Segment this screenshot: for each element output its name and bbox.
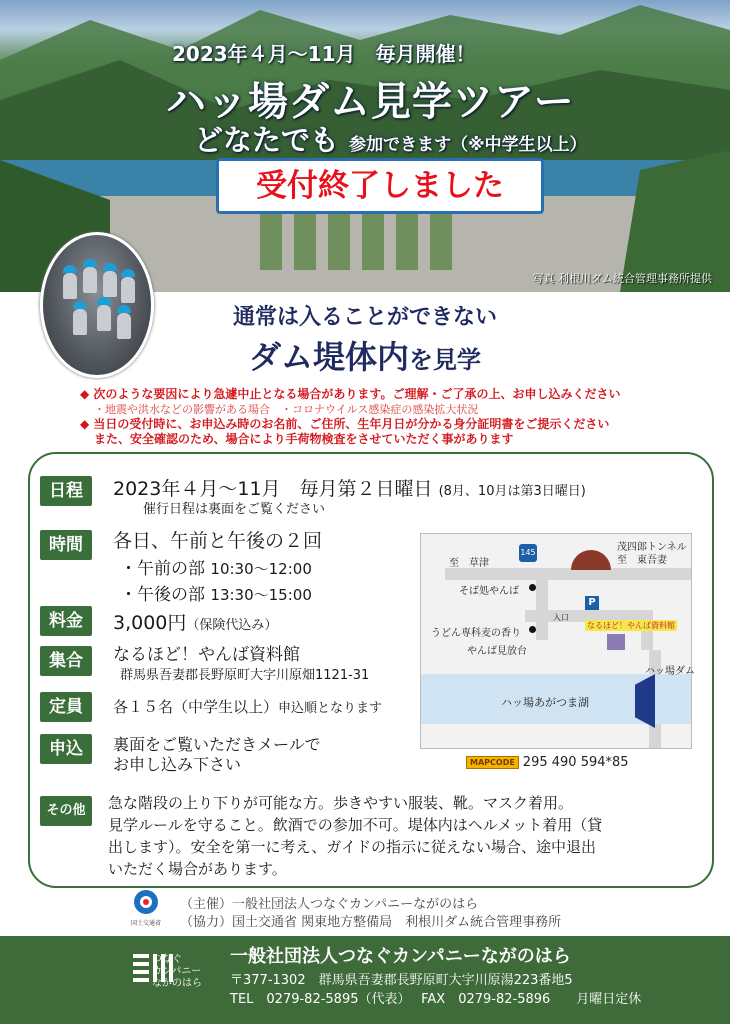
eligibility: どなたでも 参加できます（※中学生以上） (194, 123, 587, 157)
route-sign: 145 (519, 544, 537, 562)
am-session: ・午前の部 10:30～12:00 (120, 559, 312, 579)
time-label: 時間 (40, 530, 92, 560)
fee-value: 3,000円（保険代込み） (113, 612, 278, 634)
access-map (420, 533, 695, 749)
other-line4: いただく場合があります。 (108, 860, 287, 878)
meeting-label: 集合 (40, 646, 92, 676)
map-to-kusatsu: 至 草津 (449, 558, 489, 569)
apply-label: 申込 (40, 734, 92, 764)
map-udon: うどん専科麦の香り (431, 628, 521, 639)
map-dam: ハッ場ダム (645, 666, 695, 677)
map-entrance: 入口 (553, 613, 569, 622)
fee-label: 料金 (40, 606, 92, 636)
soba-marker (529, 584, 536, 591)
sponsor: （主催）一般社団法人つなぐカンパニーながのはら (180, 897, 479, 912)
map-to-higashiagatsuma: 至 東吾妻 (617, 555, 667, 566)
map-soba: そば処やんば (459, 586, 519, 597)
meeting-place: なるほど！やんば資料館 (113, 645, 300, 665)
date-sub: 催行日程は裏面をご覧ください (143, 502, 326, 517)
notice-cancellation-reasons: ・地震や洪水などの影響がある場合 ・コロナウイルス感染症の感染拡大状況 (94, 403, 479, 416)
tunnel-icon (571, 550, 611, 570)
heading-subtitle: 通常は入ることができない (232, 305, 497, 330)
closed-notice: 受付終了しました (216, 158, 544, 214)
date-value: 2023年４月～11月 毎月第２日曜日 (8月、10月は第3日曜日) (113, 478, 586, 500)
notice-cancellation: ◆ 次のような要因により急遽中止となる場合があります。ご理解・ご了承の上、お申し込みください (80, 387, 621, 401)
company-address: 〒377-1302 群馬県吾妻郡長野原町大字川原湯223番地5 (230, 973, 573, 988)
organizers (180, 896, 561, 932)
parking-icon: P (585, 596, 599, 610)
map-lake: ハッ場あがつま湖 (501, 696, 589, 709)
map-tunnel: 茂四郎トンネル (617, 542, 687, 553)
cooperation: （協力）国土交通省 関東地方整備局 利根川ダム統合管理事務所 (180, 915, 562, 930)
museum-icon (607, 634, 625, 650)
time-value: 各日、午前と午後の２回 (113, 530, 323, 552)
other-line2: 見学ルールを守ること。飲酒での参加不可。堤体内はヘルメット着用（貸 (108, 816, 603, 834)
tour-period: 2023年４月～11月 毎月開催！ (172, 42, 476, 66)
other-line3: 出します）。安全を第一に考え、ガイドの指示に従えない場合、途中退出 (108, 838, 596, 856)
company-contact: TEL 0279-82-5895（代表） FAX 0279-82-5896 月曜日定休 (230, 992, 642, 1007)
date-label: 日程 (40, 476, 92, 506)
photo-credit: 写真 利根川ダム統合管理事務所提供 (532, 272, 712, 285)
heading-main: ダム堤体内を見学 (248, 338, 481, 376)
apply-line1: 裏面をご覧いただきメールで (113, 735, 321, 754)
mapcode-badge: MAPCODE (466, 756, 519, 769)
mapcode: MAPCODE 295 490 594*85 (466, 755, 629, 770)
apply-line2: お申し込み下さい (113, 755, 242, 774)
notice-id: ◆ 当日の受付時に、お申込み時のお名前、ご住所、生年月日が分かる身分証明書をご提示ください (80, 417, 610, 431)
ministry-emblem-icon (132, 888, 160, 916)
tour-title: ハッ場ダム見学ツアー (166, 79, 575, 125)
other-label: その他 (40, 796, 92, 826)
notice-baggage: また、安全確認のため、場合により手荷物検査をさせていただく事があります (94, 432, 514, 446)
map-viewpoint: やんば見放台 (467, 646, 527, 657)
capacity-label: 定員 (40, 692, 92, 722)
capacity-value: 各１５名（中学生以上）申込順となります (113, 698, 383, 716)
footer (0, 936, 730, 1024)
ministry-logo: 国土交通省 (124, 888, 168, 934)
notice-list (80, 387, 620, 447)
meeting-address: 群馬県吾妻郡長野原町大字川原畑1121-31 (120, 668, 370, 683)
other-line1: 急な階段の上り下りが可能な方。歩きやすい服装、靴。マスク着用。 (108, 794, 574, 812)
company-name: 一般社団法人つなぐカンパニーながのはら (230, 946, 571, 967)
udon-marker (529, 626, 536, 633)
company-logo-text: つなぐ カンパニー ながのはら (152, 954, 202, 989)
map-museum: なるほど！やんば資料館 (587, 621, 675, 630)
pm-session: ・午後の部 13:30～15:00 (120, 585, 312, 605)
